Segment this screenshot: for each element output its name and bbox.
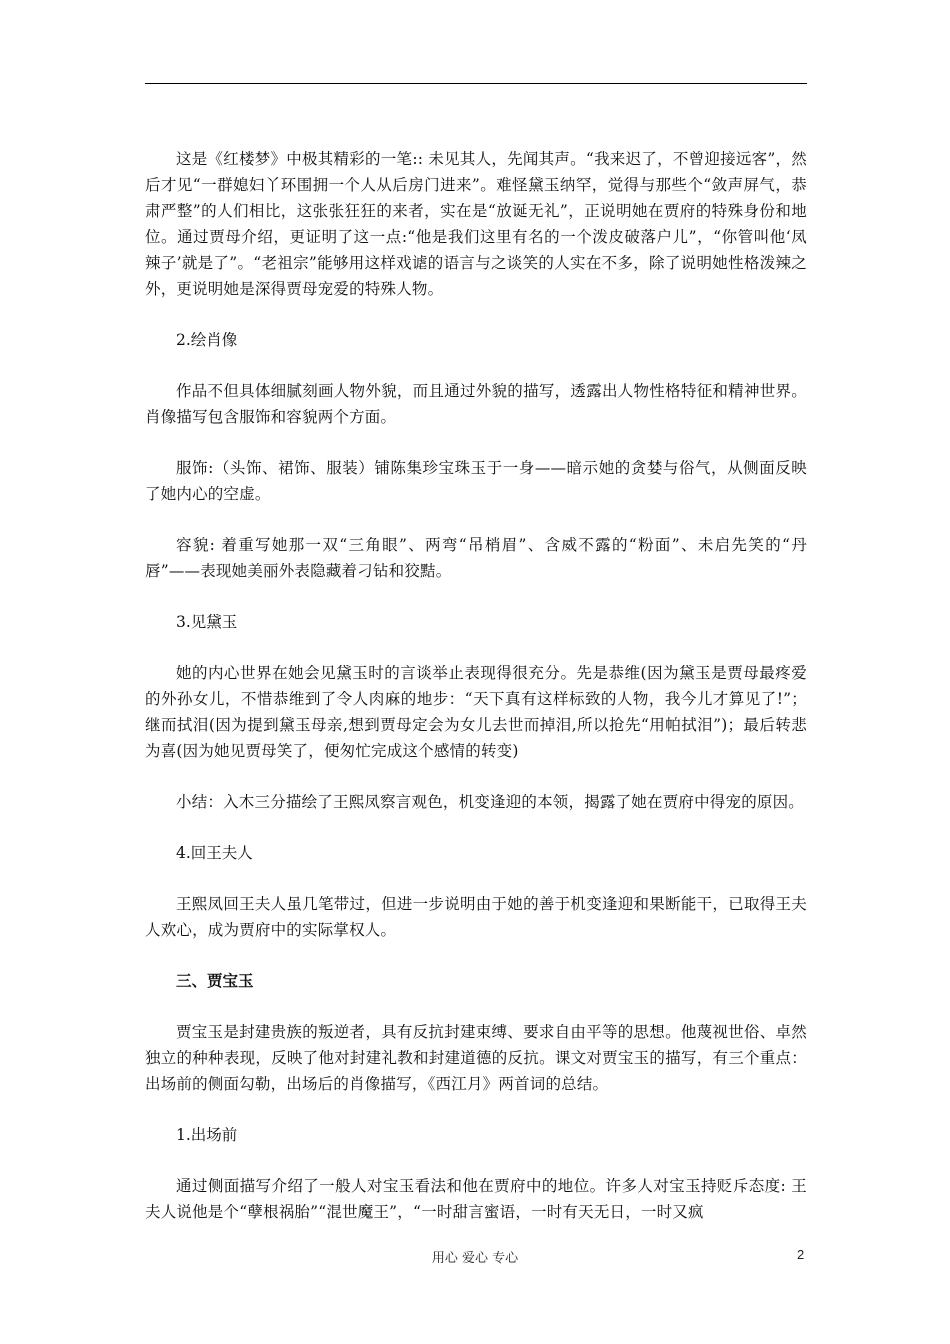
paragraph-portrait-intro: 作品不但具体细腻刻画人物外貌，而且通过外貌的描写，透露出人物性格特征和精神世界。肖像描写包含服饰和容貌两个方面。 xyxy=(145,382,807,426)
document-body xyxy=(145,146,807,1250)
header-rule xyxy=(145,83,807,84)
paragraph-clothing: 服饰:（头饰、裙饰、服装）铺陈集珍宝珠玉于一身——暗示她的贪婪与俗气，从侧面反映了她内心的空虚。 xyxy=(145,459,807,503)
paragraph-before-entrance: 通过侧面描写介绍了一般人对宝玉看法和他在贾府中的地位。许多人对宝玉持贬斥态度: 王夫人说他是个“孽根祸胎”“混世魔王”，“一时甜言蜜语，一时有天无日，一时又疯 xyxy=(145,1177,807,1221)
section-heading-before-entrance: 1.出场前 xyxy=(176,1126,238,1144)
paragraph-wang-xifeng-entrance: 这是《红楼梦》中极其精彩的一笔:: 未见其人，先闻其声。“我来迟了，不曾迎接远客”，然后才见“一群媳妇丫环围拥一个人从后房门进来”。难怪黛玉纳罕，觉得与那些个“敛声屏气，恭肃严整”的人们相比，这张张狂狂的来者，实在是“放诞无礼”，正说明她在贾府的特殊身份和地位。通过贾母介绍，更证明了这一点:“他是我们这里有名的一个泼皮破落户儿”，“你管叫他‘凤辣子’就是了”。“老祖宗”能够用这样戏谑的语言与之谈笑的人实在不多，除了说明她性格泼辣之外，更说明她是深得贾母宠爱的特殊人物。 xyxy=(145,150,807,298)
paragraph-meet-daiyu: 她的内心世界在她会见黛玉时的言谈举止表现得很充分。先是恭维(因为黛玉是贾母最疼爱的外孙女儿，不惜恭维到了令人肉麻的地步：“天下真有这样标致的人物，我今儿才算见了!”；继而拭泪(因为提到黛玉母亲,想到贾母定会为女儿去世而掉泪,所以抢先“用帕拭泪”)；最后转悲为喜(因为她见贾母笑了，便匆忙完成这个感情的转变) xyxy=(145,664,807,760)
paragraph-baoyu-intro: 贾宝玉是封建贵族的叛逆者，具有反抗封建束缚、要求自由平等的思想。他蔑视世俗、卓然独立的种种表现，反映了他对封建礼教和封建道德的反抗。课文对贾宝玉的描写，有三个重点：出场前的侧面勾勒，出场后的肖像描写，《西江月》两首词的总结。 xyxy=(145,1023,807,1093)
paragraph-summary: 小结：入木三分描绘了王熙凤察言观色，机变逢迎的本领，揭露了她在贾府中得宠的原因。 xyxy=(176,793,805,811)
section-heading-meet-daiyu: 3.见黛玉 xyxy=(176,613,238,631)
section-heading-portrait: 2.绘肖像 xyxy=(176,331,238,349)
section-heading-lady-wang: 4.回王夫人 xyxy=(176,844,253,862)
paragraph-lady-wang: 王熙凤回王夫人虽几笔带过，但进一步说明由于她的善于机变逢迎和果断能干，已取得王夫人欢心，成为贾府中的实际掌权人。 xyxy=(145,895,807,939)
paragraph-appearance: 容貌: 着重写她那一双“三角眼”、两弯“吊梢眉”、含威不露的“粉面”、未启先笑的“丹唇”——表现她美丽外表隐藏着刁钻和狡黠。 xyxy=(145,536,807,580)
page-number: 2 xyxy=(797,1247,805,1262)
chapter-heading-jia-baoyu: 三、贾宝玉 xyxy=(176,971,254,990)
page-footer: 用心 爱心 专心 xyxy=(431,1251,519,1266)
